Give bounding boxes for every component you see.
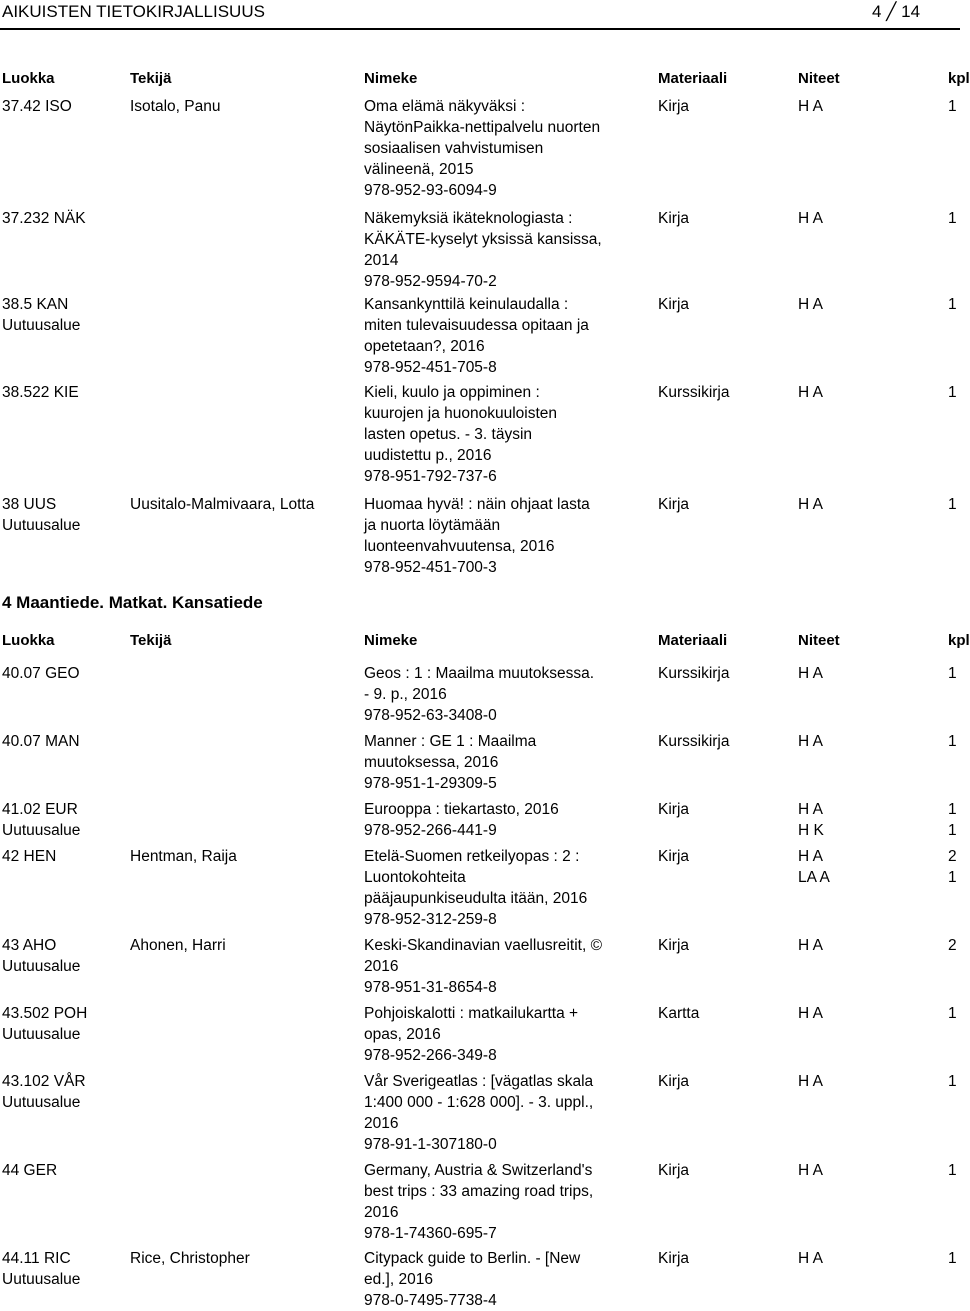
count-cell <box>948 96 960 117</box>
title-line: KÄKÄTE-kyselyt yksissä kansissa, <box>364 231 602 248</box>
material-cell: Kirja <box>658 210 690 227</box>
material-cell: Kirja <box>658 1162 690 1179</box>
title-line: Vår Sverigeatlas : [vägatlas skala <box>364 1073 594 1090</box>
title-cell <box>364 382 624 487</box>
copies-location: H A <box>798 665 823 682</box>
copies-location: H A <box>798 1162 823 1179</box>
copies-location-cell <box>798 1160 878 1181</box>
title-cell <box>364 663 624 726</box>
title-cell <box>364 935 624 998</box>
title-cell <box>364 494 624 578</box>
title-line: 978-1-74360-695-7 <box>364 1225 497 1242</box>
title-line: NäytönPaikka-nettipalvelu nuorten <box>364 119 601 136</box>
classification-cell <box>2 382 127 403</box>
column-header-materiaali: Materiaali <box>658 632 728 649</box>
copy-count: 1 <box>948 733 957 750</box>
title-line: Keski-Skandinavian vaellusreitit, © <box>364 937 603 954</box>
classification-code: 37.42 ISO <box>2 98 72 115</box>
copies-location: H A <box>798 496 823 513</box>
title-line: muutoksessa, 2016 <box>364 754 499 771</box>
title-line: miten tulevaisuudessa opitaan ja <box>364 317 589 334</box>
header-rule <box>0 28 960 30</box>
classification-code: 43 AHO <box>2 937 57 954</box>
count-cell <box>948 1248 960 1269</box>
title-line: 978-951-792-737-6 <box>364 468 497 485</box>
count-cell <box>948 294 960 315</box>
title-line: 978-0-7495-7738-4 <box>364 1292 497 1309</box>
copy-count: 1 <box>948 869 957 886</box>
copies-location: H A <box>798 848 823 865</box>
count-cell <box>948 663 960 684</box>
title-line: 978-952-451-700-3 <box>364 559 497 576</box>
classification-code: 40.07 GEO <box>2 665 80 682</box>
title-line: Näkemyksiä ikäteknologiasta : <box>364 210 573 227</box>
title-line: lasten opetus. - 3. täysin <box>364 426 533 443</box>
column-header-kpl: kpl <box>948 632 970 649</box>
count-cell <box>948 935 960 956</box>
copies-location: H A <box>798 937 823 954</box>
title-line: 978-951-1-29309-5 <box>364 775 497 792</box>
classification-cell <box>2 208 127 229</box>
column-header-materiaali: Materiaali <box>658 70 728 87</box>
copies-location: H A <box>798 733 823 750</box>
table-header <box>0 630 970 652</box>
page-number: 4 ╱ 14 <box>872 2 921 21</box>
title-line: 978-952-451-705-8 <box>364 359 497 376</box>
copy-count: 1 <box>948 98 957 115</box>
location-label: Uutuusalue <box>2 1094 81 1111</box>
copies-location-cell <box>798 731 878 752</box>
copies-location-cell <box>798 208 878 229</box>
copy-count: 1 <box>948 1005 957 1022</box>
classification-code: 38.522 KIE <box>2 384 79 401</box>
copy-count: 1 <box>948 1250 957 1267</box>
material-cell: Kirja <box>658 801 690 818</box>
material-cell: Kirja <box>658 98 690 115</box>
location-label: Uutuusalue <box>2 1271 81 1288</box>
copies-location: H K <box>798 822 824 839</box>
title-cell <box>364 731 624 794</box>
title-cell <box>364 208 624 292</box>
page-header <box>0 0 960 26</box>
title-line: 2014 <box>364 252 399 269</box>
classification-code: 37.232 NÄK <box>2 210 86 227</box>
column-header-niteet: Niteet <box>798 632 840 649</box>
location-label: Uutuusalue <box>2 958 81 975</box>
material-cell: Kirja <box>658 496 690 513</box>
title-cell <box>364 1003 624 1066</box>
location-label: Uutuusalue <box>2 822 81 839</box>
title-cell <box>364 294 624 378</box>
title-line: pääjaupunkiseudulta itään, 2016 <box>364 890 588 907</box>
classification-code: 43.502 POH <box>2 1005 88 1022</box>
title-line: kuurojen ja huonokuuloisten <box>364 405 558 422</box>
column-header-luokka: Luokka <box>2 70 55 87</box>
material-cell: Kirja <box>658 1073 690 1090</box>
material-cell: Kirja <box>658 848 690 865</box>
title-line: Kansankynttilä keinulaudalla : <box>364 296 569 313</box>
title-line: Germany, Austria & Switzerland's <box>364 1162 593 1179</box>
copy-count: 1 <box>948 210 957 227</box>
copies-location: H A <box>798 210 823 227</box>
material-cell: Kurssikirja <box>658 733 730 750</box>
copy-count: 1 <box>948 384 957 401</box>
title-line: Manner : GE 1 : Maailma <box>364 733 537 750</box>
column-header-kpl: kpl <box>948 70 970 87</box>
classification-code: 44 GER <box>2 1162 58 1179</box>
classification-code: 43.102 VÅR <box>2 1073 86 1090</box>
title-line: 978-952-266-441-9 <box>364 822 497 839</box>
copies-location-cell <box>798 1003 878 1024</box>
classification-cell <box>2 1071 127 1113</box>
title-cell <box>364 1071 624 1155</box>
copies-location-cell <box>798 935 878 956</box>
title-line: 978-951-31-8654-8 <box>364 979 497 996</box>
classification-cell <box>2 96 127 117</box>
classification-cell <box>2 1160 127 1181</box>
classification-code: 38 UUS <box>2 496 57 513</box>
title-line: 2016 <box>364 958 399 975</box>
title-line: Citypack guide to Berlin. - [New <box>364 1250 581 1267</box>
copies-location: H A <box>798 1073 823 1090</box>
count-cell <box>948 1071 960 1092</box>
copy-count: 2 <box>948 937 957 954</box>
title-line: Pohjoiskalotti : matkailukartta + <box>364 1005 579 1022</box>
title-cell <box>364 1160 624 1244</box>
title-line: välineenä, 2015 <box>364 161 474 178</box>
material-cell: Kurssikirja <box>658 665 730 682</box>
title-line: 978-952-312-259-8 <box>364 911 497 928</box>
title-line: ja nuorta löytämään <box>364 517 501 534</box>
title-line: 1:400 000 - 1:628 000]. - 3. uppl., <box>364 1094 594 1111</box>
document-title: AIKUISTEN TIETOKIRJALLISUUS <box>2 2 265 21</box>
copy-count: 1 <box>948 1073 957 1090</box>
copies-location: H A <box>798 1005 823 1022</box>
classification-cell <box>2 494 127 536</box>
copy-count: 2 <box>948 848 957 865</box>
title-line: uudistettu p., 2016 <box>364 447 492 464</box>
location-label: Uutuusalue <box>2 517 81 534</box>
copies-location-cell <box>798 1248 878 1269</box>
classification-cell <box>2 1003 127 1045</box>
classification-cell <box>2 294 127 336</box>
copies-location: H A <box>798 384 823 401</box>
copy-count: 1 <box>948 296 957 313</box>
title-line: 978-952-266-349-8 <box>364 1047 497 1064</box>
title-line: luonteenvahvuutensa, 2016 <box>364 538 555 555</box>
material-cell: Kirja <box>658 296 690 313</box>
copy-count: 1 <box>948 801 957 818</box>
title-line: - 9. p., 2016 <box>364 686 447 703</box>
table-header <box>0 68 970 90</box>
count-cell <box>948 846 960 888</box>
title-line: Geos : 1 : Maailma muutoksessa. <box>364 665 595 682</box>
copy-count: 1 <box>948 1162 957 1179</box>
material-cell: Kartta <box>658 1005 700 1022</box>
author-cell: Ahonen, Harri <box>130 937 226 954</box>
location-label: Uutuusalue <box>2 1026 81 1043</box>
title-cell <box>364 96 624 201</box>
title-line: 978-952-63-3408-0 <box>364 707 497 724</box>
title-line: Kieli, kuulo ja oppiminen : <box>364 384 540 401</box>
copies-location: H A <box>798 1250 823 1267</box>
copies-location: H A <box>798 801 823 818</box>
classification-code: 42 HEN <box>2 848 57 865</box>
classification-cell <box>2 731 127 752</box>
material-cell: Kirja <box>658 1250 690 1267</box>
count-cell <box>948 208 960 229</box>
copy-count: 1 <box>948 665 957 682</box>
title-line: 2016 <box>364 1204 399 1221</box>
column-header-tekija: Tekijä <box>130 632 172 649</box>
copy-count: 1 <box>948 822 957 839</box>
copies-location-cell <box>798 1071 878 1092</box>
column-header-niteet: Niteet <box>798 70 840 87</box>
title-line: opas, 2016 <box>364 1026 441 1043</box>
column-header-nimeke: Nimeke <box>364 70 418 87</box>
author-cell: Hentman, Raija <box>130 848 237 865</box>
title-line: 2016 <box>364 1115 399 1132</box>
title-cell <box>364 799 624 841</box>
classification-cell <box>2 663 127 684</box>
title-line: 978-91-1-307180-0 <box>364 1136 497 1153</box>
title-line: Oma elämä näkyväksi : <box>364 98 526 115</box>
classification-code: 44.11 RIC <box>2 1250 71 1267</box>
count-cell <box>948 1160 960 1181</box>
copies-location-cell <box>798 846 878 888</box>
title-line: Eurooppa : tiekartasto, 2016 <box>364 801 559 818</box>
title-line: Huomaa hyvä! : näin ohjaat lasta <box>364 496 590 513</box>
copies-location: LA A <box>798 869 830 886</box>
classification-cell <box>2 799 127 841</box>
copies-location-cell <box>798 663 878 684</box>
title-line: 978-952-93-6094-9 <box>364 182 497 199</box>
classification-code: 41.02 EUR <box>2 801 78 818</box>
title-line: ed.], 2016 <box>364 1271 433 1288</box>
classification-code: 38.5 KAN <box>2 296 69 313</box>
title-line: sosiaalisen vahvistumisen <box>364 140 544 157</box>
count-cell <box>948 731 960 752</box>
classification-code: 40.07 MAN <box>2 733 80 750</box>
count-cell <box>948 1003 960 1024</box>
count-cell <box>948 382 960 403</box>
material-cell: Kirja <box>658 937 690 954</box>
copies-location-cell <box>798 294 878 315</box>
column-header-nimeke: Nimeke <box>364 632 418 649</box>
copies-location-cell <box>798 494 878 515</box>
classification-cell <box>2 935 127 977</box>
title-line: best trips : 33 amazing road trips, <box>364 1183 594 1200</box>
title-line: Luontokohteita <box>364 869 466 886</box>
title-line: Etelä-Suomen retkeilyopas : 2 : <box>364 848 580 865</box>
column-header-tekija: Tekijä <box>130 70 172 87</box>
count-cell <box>948 494 960 515</box>
title-cell <box>364 846 624 930</box>
title-cell <box>364 1248 624 1311</box>
section-title: 4 Maantiede. Matkat. Kansatiede <box>2 593 263 612</box>
classification-cell <box>2 1248 127 1290</box>
material-cell: Kurssikirja <box>658 384 730 401</box>
title-line: 978-952-9594-70-2 <box>364 273 497 290</box>
author-cell: Rice, Christopher <box>130 1250 250 1267</box>
copies-location: H A <box>798 296 823 313</box>
location-label: Uutuusalue <box>2 317 81 334</box>
copy-count: 1 <box>948 496 957 513</box>
author-cell: Uusitalo-Malmivaara, Lotta <box>130 496 315 513</box>
copies-location-cell <box>798 96 878 117</box>
copies-location-cell <box>798 382 878 403</box>
classification-cell <box>2 846 127 867</box>
count-cell <box>948 799 960 841</box>
copies-location: H A <box>798 98 823 115</box>
copies-location-cell <box>798 799 878 841</box>
author-cell: Isotalo, Panu <box>130 98 221 115</box>
column-header-luokka: Luokka <box>2 632 55 649</box>
title-line: opetetaan?, 2016 <box>364 338 485 355</box>
